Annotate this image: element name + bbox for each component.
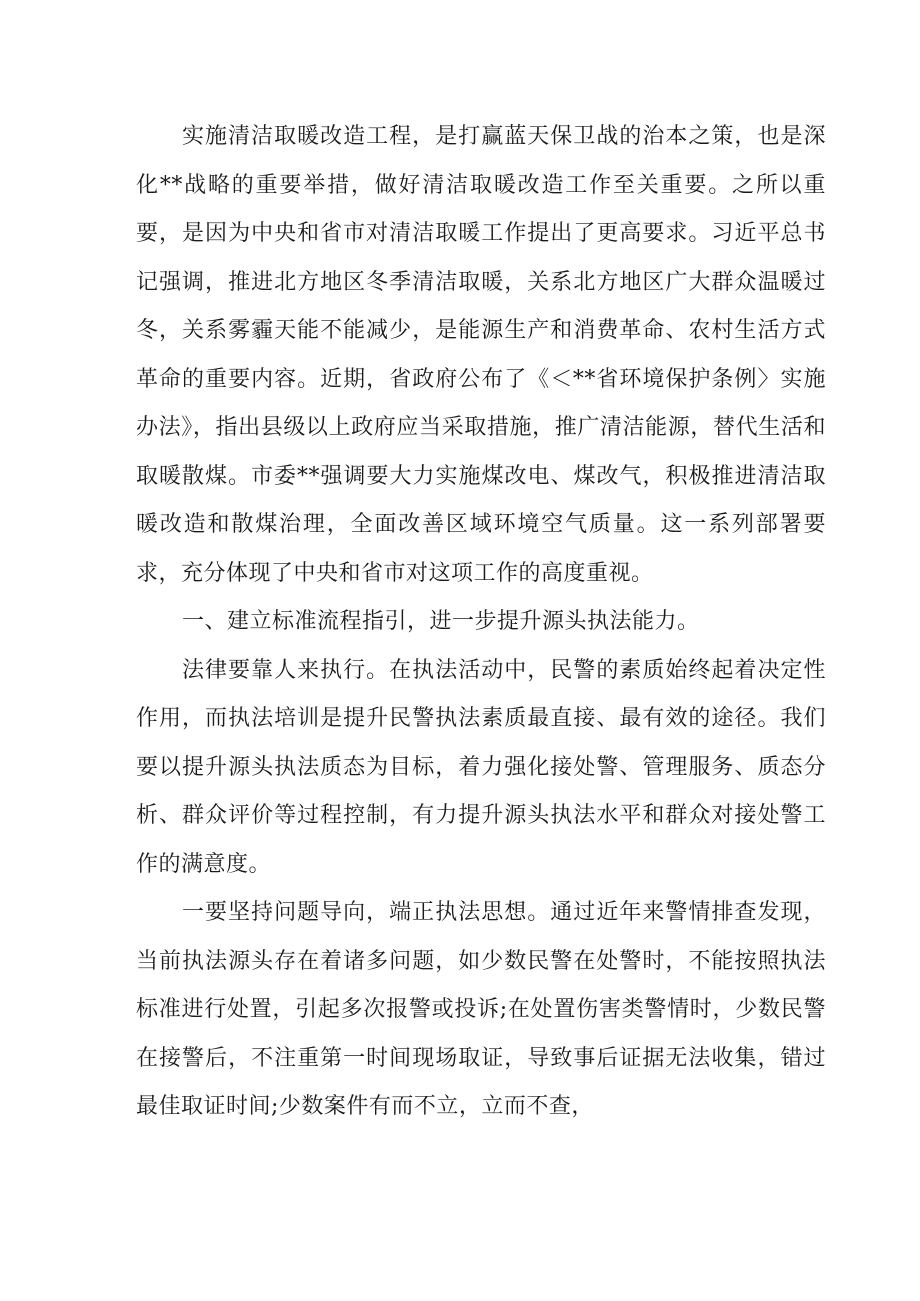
paragraph-clean-heating-intro: 实施清洁取暖改造工程，是打赢蓝天保卫战的治本之策，也是深化**战略的重要举措，做好清洁取暖改造工作至关重要。之所以重要，是因为中央和省市对清洁取暖工作提出了更高要求。习近平总书记强调，推进北方地区冬季清洁取暖，关系北方地区广大群众温暖过冬，关系雾霾天能不能减少，是能源生产和消费革命、农村生活方式革命的重要内容。近期，省政府公布了《＜**省环境保护条例〉实施办法》，指出县级以上政府应当采取措施，推广清洁能源，替代生活和取暖散煤。市委**强调要大力实施煤改电、煤改气，积极推进清洁取暖改造和散煤治理，全面改善区域环境空气质量。这一系列部署要求，充分体现了中央和省市对这项工作的高度重视。 bbox=[136, 124, 826, 586]
paragraph-law-enforcement: 法律要靠人来执行。在执法活动中，民警的素质始终起着决定性作用，而执法培训是提升民警执法素质最直接、最有效的途径。我们要以提升源头执法质态为目标，着力强化接处警、管理服务、质态分析、群众评价等过程控制，有力提升源头执法水平和群众对接处警工作的满意度。 bbox=[136, 657, 826, 877]
paragraph-problem-oriented: 一要坚持问题导向，端正执法思想。通过近年来警情排查发现，当前执法源头存在着诸多问题，如少数民警在处警时，不能按照执法标准进行处置，引起多次报警或投诉;在处置伤害类警情时，少数民警在接警后，不注重第一时间现场取证，导致事后证据无法收集，错过最佳取证时间;少数案件有而不立，立而不查， bbox=[136, 900, 826, 1119]
document-body bbox=[136, 113, 826, 1132]
section-heading-1: 一、建立标准流程指引，进一步提升源头执法能力。 bbox=[182, 609, 700, 634]
